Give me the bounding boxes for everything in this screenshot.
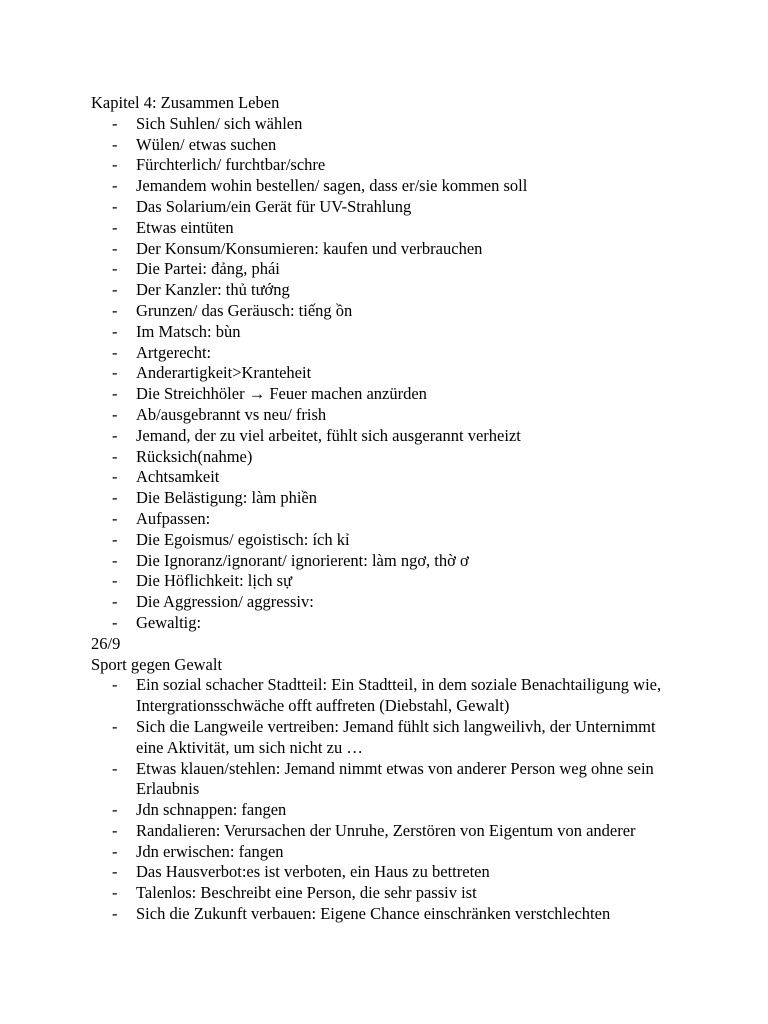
section-title-sport: Sport gegen Gewalt (91, 654, 223, 674)
list-item (91, 197, 728, 218)
dash-bullet: - (112, 176, 118, 196)
dash-bullet: - (112, 425, 118, 445)
list-item-text: Jemandem wohin bestellen/ sagen, dass er/sie kommen soll (136, 176, 528, 196)
list-item-text: Der Kanzler: thủ tướng (136, 280, 290, 300)
list-item (91, 883, 728, 904)
list-item (91, 675, 728, 717)
list-item-text: Die Höflichkeit: lịch sự (136, 571, 293, 591)
list-item-text: Etwas eintüten (136, 217, 234, 237)
list-item (91, 155, 728, 176)
list-item-text: Das Solarium/ein Gerät für UV-Strahlung (136, 196, 412, 216)
section-date: 26/9 (91, 633, 121, 653)
dash-bullet: - (112, 841, 118, 861)
dash-bullet: - (112, 155, 118, 175)
list-item (91, 842, 728, 863)
list-item (91, 176, 728, 197)
list-item (91, 551, 728, 572)
list-item-text: Jemand, der zu viel arbeitet, fühlt sich ausgerannt verheizt (136, 425, 521, 445)
list-item (91, 717, 728, 759)
dash-bullet: - (112, 758, 118, 778)
dash-bullet: - (112, 238, 118, 258)
list-item-text: Die Partei: đảng, phái (136, 259, 280, 279)
list-item (91, 447, 728, 468)
dash-bullet: - (112, 883, 118, 903)
dash-bullet: - (112, 342, 118, 362)
list-item-text: Der Konsum/Konsumieren: kaufen und verbrauchen (136, 238, 483, 258)
list-item (91, 301, 728, 322)
dash-bullet: - (112, 467, 118, 487)
dash-bullet: - (112, 217, 118, 237)
list-item-text: Artgerecht: (136, 342, 212, 362)
list-item (91, 259, 728, 280)
list-item-text: Anderartigkeit>Kranteheit (136, 363, 312, 383)
list-item-text: Achtsamkeit (136, 467, 220, 487)
dash-bullet: - (112, 592, 118, 612)
dash-bullet: - (112, 446, 118, 466)
list-item (91, 343, 728, 364)
list-item (91, 426, 728, 447)
dash-bullet: - (112, 612, 118, 632)
list-item (91, 821, 728, 842)
list-item (91, 488, 728, 509)
list-item-text: Die Egoismus/ egoistisch: ích kỉ (136, 529, 350, 549)
section-title-kapitel: Kapitel 4: Zusammen Leben (91, 93, 280, 112)
dash-bullet: - (112, 404, 118, 424)
list-item (91, 135, 728, 156)
list-item-text: Das Hausverbot:es ist verboten, ein Haus zu bettreten (136, 862, 490, 882)
dash-bullet: - (112, 300, 118, 320)
list-item-text: Fürchterlich/ furchtbar/schre (136, 155, 326, 175)
list-item (91, 280, 728, 301)
dash-bullet: - (112, 675, 118, 695)
list-item (91, 322, 728, 343)
list-item-text: Die Streichhöler → Feuer machen anzürden (136, 384, 427, 404)
dash-bullet: - (112, 508, 118, 528)
list-item-text: Aufpassen: (136, 508, 211, 528)
dash-bullet: - (112, 571, 118, 591)
list-item (91, 384, 728, 405)
list-item (91, 363, 728, 384)
list-item (91, 800, 728, 821)
list-item (91, 592, 728, 613)
list-item-text: Grunzen/ das Geräusch: tiếng ồn (136, 300, 353, 320)
list-item (91, 862, 728, 883)
list-item-text: Im Matsch: bùn (136, 321, 241, 341)
list-item (91, 759, 728, 801)
list-item (91, 509, 728, 530)
dash-bullet: - (112, 321, 118, 341)
dash-bullet: - (112, 862, 118, 882)
dash-bullet: - (112, 384, 118, 404)
list-item-text: Gewaltig: (136, 612, 202, 632)
dash-bullet: - (112, 488, 118, 508)
dash-bullet: - (112, 716, 118, 736)
list-item (91, 571, 728, 592)
dash-bullet: - (112, 280, 118, 300)
dash-bullet: - (112, 820, 118, 840)
list-item-text: Sich die Langweile vertreiben: Jemand fühlt sich langweilivh, der Unternimmt eine Aktivität, um sich nicht zu … (136, 716, 656, 757)
dash-bullet: - (112, 800, 118, 820)
list-item (91, 405, 728, 426)
list-item-text: Randalieren: Verursachen der Unruhe, Zerstören von Eigentum von anderer (136, 820, 636, 840)
list-item-text: Die Aggression/ aggressiv: (136, 592, 314, 612)
list-item-text: Sich Suhlen/ sich wählen (136, 113, 303, 133)
vocabulary-list-kapitel (91, 114, 728, 634)
list-item (91, 239, 728, 260)
dash-bullet: - (112, 134, 118, 154)
list-item-text: Die Belästigung: làm phiền (136, 488, 318, 508)
list-item-text: Rücksich(nahme) (136, 446, 253, 466)
list-item (91, 613, 728, 634)
list-item-text: Sich die Zukunft verbauen: Eigene Chance einschränken verstchlechten (136, 904, 611, 924)
list-item-text: Talenlos: Beschreibt eine Person, die sehr passiv ist (136, 883, 477, 903)
dash-bullet: - (112, 529, 118, 549)
list-item-text: Die Ignoranz/ignorant/ ignorierent: làm ngơ, thờ ơ (136, 550, 469, 570)
list-item (91, 530, 728, 551)
dash-bullet: - (112, 363, 118, 383)
list-item-text: Wülen/ etwas suchen (136, 134, 277, 154)
list-item (91, 218, 728, 239)
list-item (91, 904, 728, 925)
dash-bullet: - (112, 113, 118, 133)
list-item-text: Ab/ausgebrannt vs neu/ frish (136, 404, 327, 424)
dash-bullet: - (112, 259, 118, 279)
list-item-text: Jdn schnappen: fangen (136, 800, 287, 820)
list-item-text: Jdn erwischen: fangen (136, 841, 284, 861)
dash-bullet: - (112, 196, 118, 216)
vocabulary-list-sport (91, 675, 728, 925)
list-item-text: Etwas klauen/stehlen: Jemand nimmt etwas von anderer Person weg ohne sein Erlaubnis (136, 758, 654, 799)
dash-bullet: - (112, 904, 118, 924)
list-item (91, 467, 728, 488)
dash-bullet: - (112, 550, 118, 570)
list-item-text: Ein sozial schacher Stadtteil: Ein Stadtteil, in dem soziale Benachtailigung wie, Intergrationsschwäche offt auffreten (Diebstahl, Gewalt) (136, 675, 662, 716)
list-item (91, 114, 728, 135)
